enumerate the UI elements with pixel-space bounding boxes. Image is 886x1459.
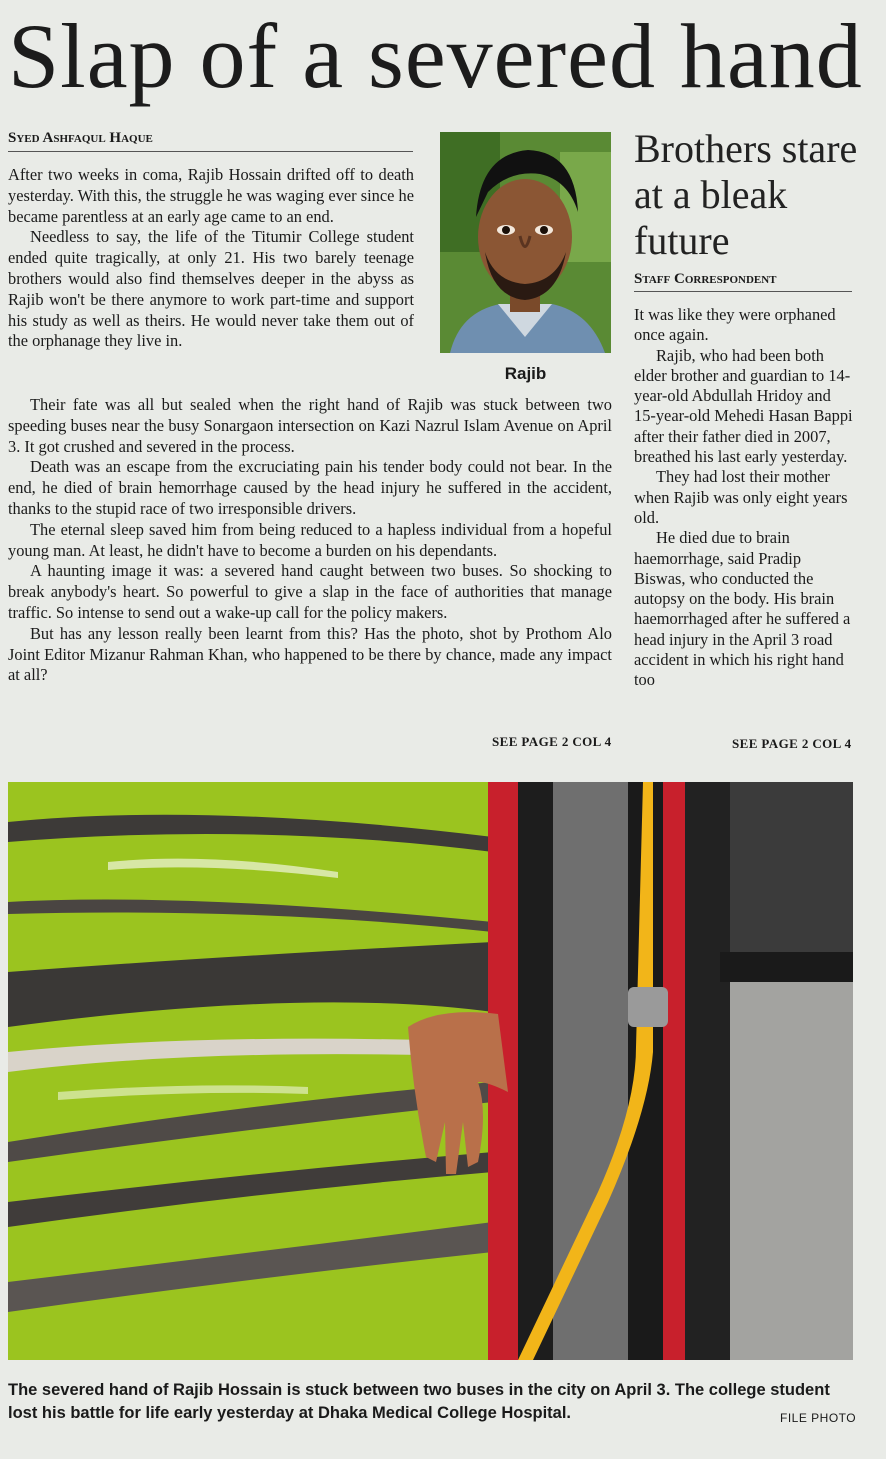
side-continuation-link[interactable]: SEE PAGE 2 COL 4	[732, 736, 852, 751]
paragraph: Their fate was all but sealed when the right hand of Rajib was stuck between two speeding buses near the busy Sonargaon intersection on Kazi Nazrul Islam Avenue on April 3. It got crushed and severed in the process.	[8, 395, 612, 456]
main-continuation-link[interactable]: SEE PAGE 2 COL 4	[492, 734, 612, 749]
paragraph: A haunting image it was: a severed hand caught between two buses. So shocking to break anybody's heart. So powerful to give a slap in the face of authorities that manage traffic. So intense to send out a wake-up call for the policy makers.	[8, 561, 612, 622]
main-story-upper	[8, 165, 414, 352]
news-photo	[8, 782, 853, 1360]
paragraph: The eternal sleep saved him from being reduced to a hapless individual from a hopeful young man. At least, he didn't have to become a burden on his dependants.	[8, 519, 612, 560]
paragraph: After two weeks in coma, Rajib Hossain drifted off to death yesterday. With this, the struggle he was waging ever since he became parentless at an early age came to an end.	[8, 165, 414, 226]
paragraph: But has any lesson really been learnt from this? Has the photo, shot by Prothom Alo Joint Editor Mizanur Rahman Khan, who happened to be there by chance, made any impact at all?	[8, 623, 612, 685]
paragraph: He died due to brain haemorrhage, said Pradip Biswas, who conducted the autopsy on the body. His brain haemorrhaged after he suffered a head injury in the April 3 road accident in which his right hand too	[634, 528, 851, 690]
photo-caption: The severed hand of Rajib Hossain is stuck between two buses in the city on April 3. The college student lost his battle for life early yesterday at Dhaka Medical College Hospital.	[8, 1381, 830, 1422]
main-story-lower	[8, 395, 612, 686]
bus-hand-image	[8, 782, 853, 1360]
photo-credit: FILE PHOTO	[780, 1411, 857, 1425]
byline: Syed Ashfaqul Haque	[8, 130, 413, 152]
paragraph: Death was an escape from the excruciating pain his tender body could not bear. In the end, he died of brain hemorrhage caused by the head injury he suffered in the accident, thanks to the stupid race of two irresponsible drivers.	[8, 457, 612, 518]
side-story	[634, 305, 856, 691]
portrait-image	[440, 132, 611, 353]
portrait-caption: Rajib	[504, 364, 547, 383]
paragraph: Rajib, who had been both elder brother and guardian to 14-year-old Abdullah Hridoy and 15-year-old Mehedi Hasan Bappi after their father died in 2007, breathed his last early yesterday.	[634, 345, 853, 467]
paragraph: Needless to say, the life of the Titumir College student ended quite tragically, at only 21. His two barely teenage brothers would also find themselves deeper in the abyss as Rajib won't be there anymore to work part-time and support his study as well as theirs. He would never take them out of the orphanage they live in.	[8, 227, 414, 351]
paragraph: They had lost their mother when Rajib was only eight years old.	[634, 467, 848, 527]
headline: Slap of a severed hand	[8, 5, 863, 107]
side-headline: Brothers stare at a bleak future	[634, 126, 858, 263]
side-byline: Staff Correspondent	[634, 271, 852, 292]
paragraph: It was like they were orphaned once again.	[634, 305, 836, 345]
portrait-photo	[440, 132, 611, 353]
